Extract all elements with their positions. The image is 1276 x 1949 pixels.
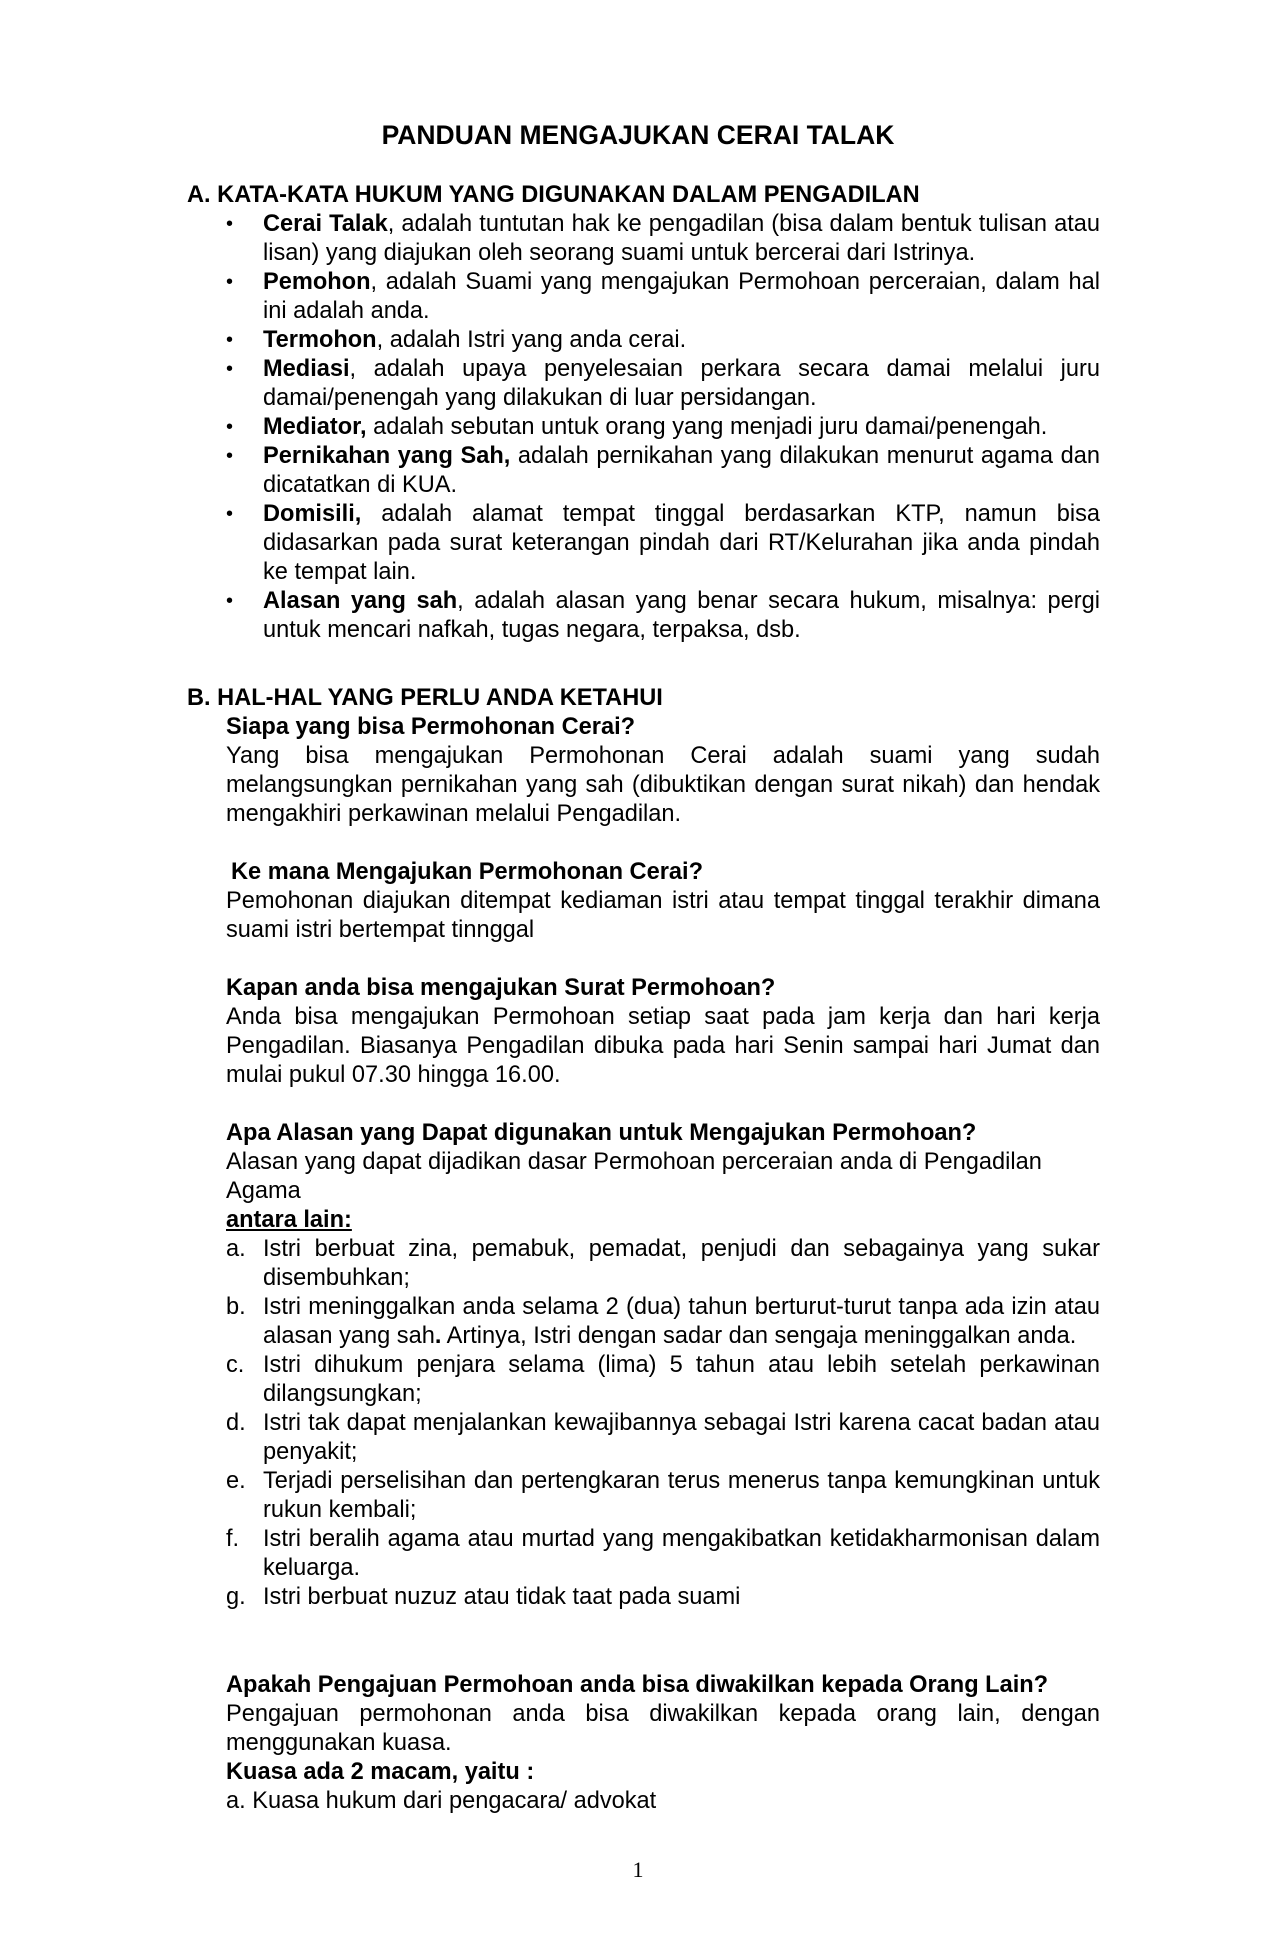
reason-marker: d. [226, 1410, 246, 1436]
section-a-heading: A. KATA-KATA HUKUM YANG DIGUNAKAN DALAM PENGADILAN [187, 182, 920, 208]
reason-text: Istri dihukum penjara selama (lima) 5 tahun atau lebih setelah perkawinan dilangsungkan; [263, 1352, 1100, 1407]
reason-marker: g. [226, 1584, 246, 1610]
faq-when [226, 974, 1100, 1090]
definition-term: Domisili, [263, 501, 362, 527]
kuasa-heading: Kuasa ada 2 macam, yaitu : [226, 1759, 535, 1785]
answer-paragraph: Yang bisa mengajukan Permohonan Cerai adalah suami yang sudah melangsungkan pernikahan yang sah (dibuktikan dengan surat nikah) dan hendak mengakhiri perkawinan melalui Pengadilan. [226, 743, 1100, 827]
reason-item [226, 1409, 1100, 1467]
definition-item [226, 413, 1100, 442]
bullet-icon: • [226, 213, 234, 235]
definition-term: Termohon [263, 327, 377, 353]
document-title: PANDUAN MENGAJUKAN CERAI TALAK [381, 120, 895, 150]
reason-item [226, 1583, 1100, 1612]
faq-where-answer [226, 887, 1100, 945]
reason-text: Terjadi perselisihan dan pertengkaran terus menerus tanpa kemungkinan untuk rukun kembali; [263, 1468, 1100, 1523]
definition-text: , adalah upaya penyelesaian perkara secara damai melalui juru damai/penengah yang dilakukan di luar persidangan. [263, 356, 1100, 411]
reason-marker: c. [226, 1352, 245, 1378]
reasons-intro: Alasan yang dapat dijadikan dasar Permohoan perceraian anda di Pengadilan Agama [226, 1149, 1042, 1204]
reason-text: Istri berbuat nuzuz atau tidak taat pada suami [263, 1584, 741, 1610]
definition-text: , adalah Istri yang anda cerai. [376, 327, 687, 353]
answer-paragraph: Pengajuan permohonan anda bisa diwakilkan kepada orang lain, dengan menggunakan kuasa. [226, 1701, 1100, 1756]
faq-reasons [226, 1119, 1100, 1612]
definitions-list [226, 210, 1100, 645]
bullet-icon: • [226, 358, 234, 380]
bullet-icon: • [226, 329, 234, 351]
definition-term: Cerai Talak [263, 211, 388, 237]
kuasa-item: a. Kuasa hukum dari pengacara/ advokat [226, 1788, 657, 1814]
bullet-icon: • [226, 445, 234, 467]
reason-marker: a. [226, 1236, 246, 1262]
definition-item [226, 442, 1100, 500]
reason-marker: f. [226, 1526, 240, 1552]
reasons-among-label: antara lain: [226, 1207, 352, 1233]
reason-text: Istri beralih agama atau murtad yang mengakibatkan ketidakharmonisan dalam keluarga. [263, 1526, 1100, 1581]
reason-item [226, 1467, 1100, 1525]
definition-text: , adalah tuntutan hak ke pengadilan (bisa dalam bentuk tulisan atau lisan) yang diajukan oleh seorang suami untuk bercerai dari Istrinya. [263, 211, 1100, 266]
question-heading: Ke mana Mengajukan Permohonan Cerai? [231, 859, 703, 885]
definition-term: Pernikahan yang Sah, [263, 443, 511, 469]
definition-term: Pemohon [263, 269, 371, 295]
definition-text: , adalah alasan yang benar secara hukum, misalnya: pergi untuk mencari nafkah, tugas negara, terpaksa, dsb. [263, 588, 1100, 643]
page-number: 1 [632, 1857, 644, 1882]
question-heading: Apakah Pengajuan Permohoan anda bisa diwakilkan kepada Orang Lain? [226, 1672, 1049, 1698]
question-heading: Kapan anda bisa mengajukan Surat Permohoan? [226, 975, 776, 1001]
reason-bold: . [434, 1323, 442, 1349]
section-b-heading: B. HAL-HAL YANG PERLU ANDA KETAHUI [187, 685, 663, 711]
definition-item [226, 210, 1100, 268]
definition-item [226, 268, 1100, 326]
definition-item [226, 355, 1100, 413]
bullet-icon: • [226, 590, 234, 612]
faq-where-question [231, 858, 1100, 887]
definition-text: adalah sebutan untuk orang yang menjadi juru damai/penengah. [366, 414, 1048, 440]
answer-paragraph: Anda bisa mengajukan Permohoan setiap saat pada jam kerja dan hari kerja Pengadilan. Biasanya Pengadilan dibuka pada hari Senin sampai hari Jumat dan mulai pukul 07.30 hingga 16.00. [226, 1004, 1100, 1088]
bullet-icon: • [226, 503, 234, 525]
definition-text: , adalah Suami yang mengajukan Permohoan perceraian, dalam hal ini adalah anda. [263, 269, 1100, 324]
definition-item [226, 500, 1100, 587]
reason-text-cont: Artinya, Istri dengan sadar dan sengaja meninggalkan anda. [441, 1323, 1077, 1349]
reason-text: Istri tak dapat menjalankan kewajibannya sebagai Istri karena cacat badan atau penyakit; [263, 1410, 1100, 1465]
faq-who [226, 713, 1100, 829]
reason-text: Istri meninggalkan anda selama 2 (dua) tahun berturut-turut tanpa ada izin atau alasan yang sah [263, 1294, 1100, 1349]
definition-term: Mediasi [263, 356, 350, 382]
reason-text: Istri berbuat zina, pemabuk, pemadat, penjudi dan sebagainya yang sukar disembuhkan; [263, 1236, 1100, 1291]
bullet-icon: • [226, 416, 234, 438]
bullet-icon: • [226, 271, 234, 293]
reason-item [226, 1293, 1100, 1351]
definition-item [226, 326, 1100, 355]
definition-term: Mediator, [263, 414, 367, 440]
answer-paragraph: Pemohonan diajukan ditempat kediaman istri atau tempat tinggal terakhir dimana suami istri bertempat tinnggal [226, 888, 1100, 943]
definition-item [226, 587, 1100, 645]
definition-term: Alasan yang sah [263, 588, 458, 614]
reason-item [226, 1525, 1100, 1583]
faq-representation [226, 1671, 1100, 1816]
question-heading: Apa Alasan yang Dapat digunakan untuk Mengajukan Permohoan? [226, 1120, 977, 1146]
definition-text: adalah alamat tempat tinggal berdasarkan KTP, namun bisa didasarkan pada surat keterangan pindah dari RT/Kelurahan jika anda pindah ke tempat lain. [263, 501, 1100, 585]
question-heading: Siapa yang bisa Permohonan Cerai? [226, 714, 636, 740]
reason-item [226, 1351, 1100, 1409]
reason-marker: b. [226, 1294, 246, 1320]
reason-marker: e. [226, 1468, 246, 1494]
definition-text: adalah pernikahan yang dilakukan menurut agama dan dicatatkan di KUA. [263, 443, 1101, 498]
reason-item [226, 1235, 1100, 1293]
